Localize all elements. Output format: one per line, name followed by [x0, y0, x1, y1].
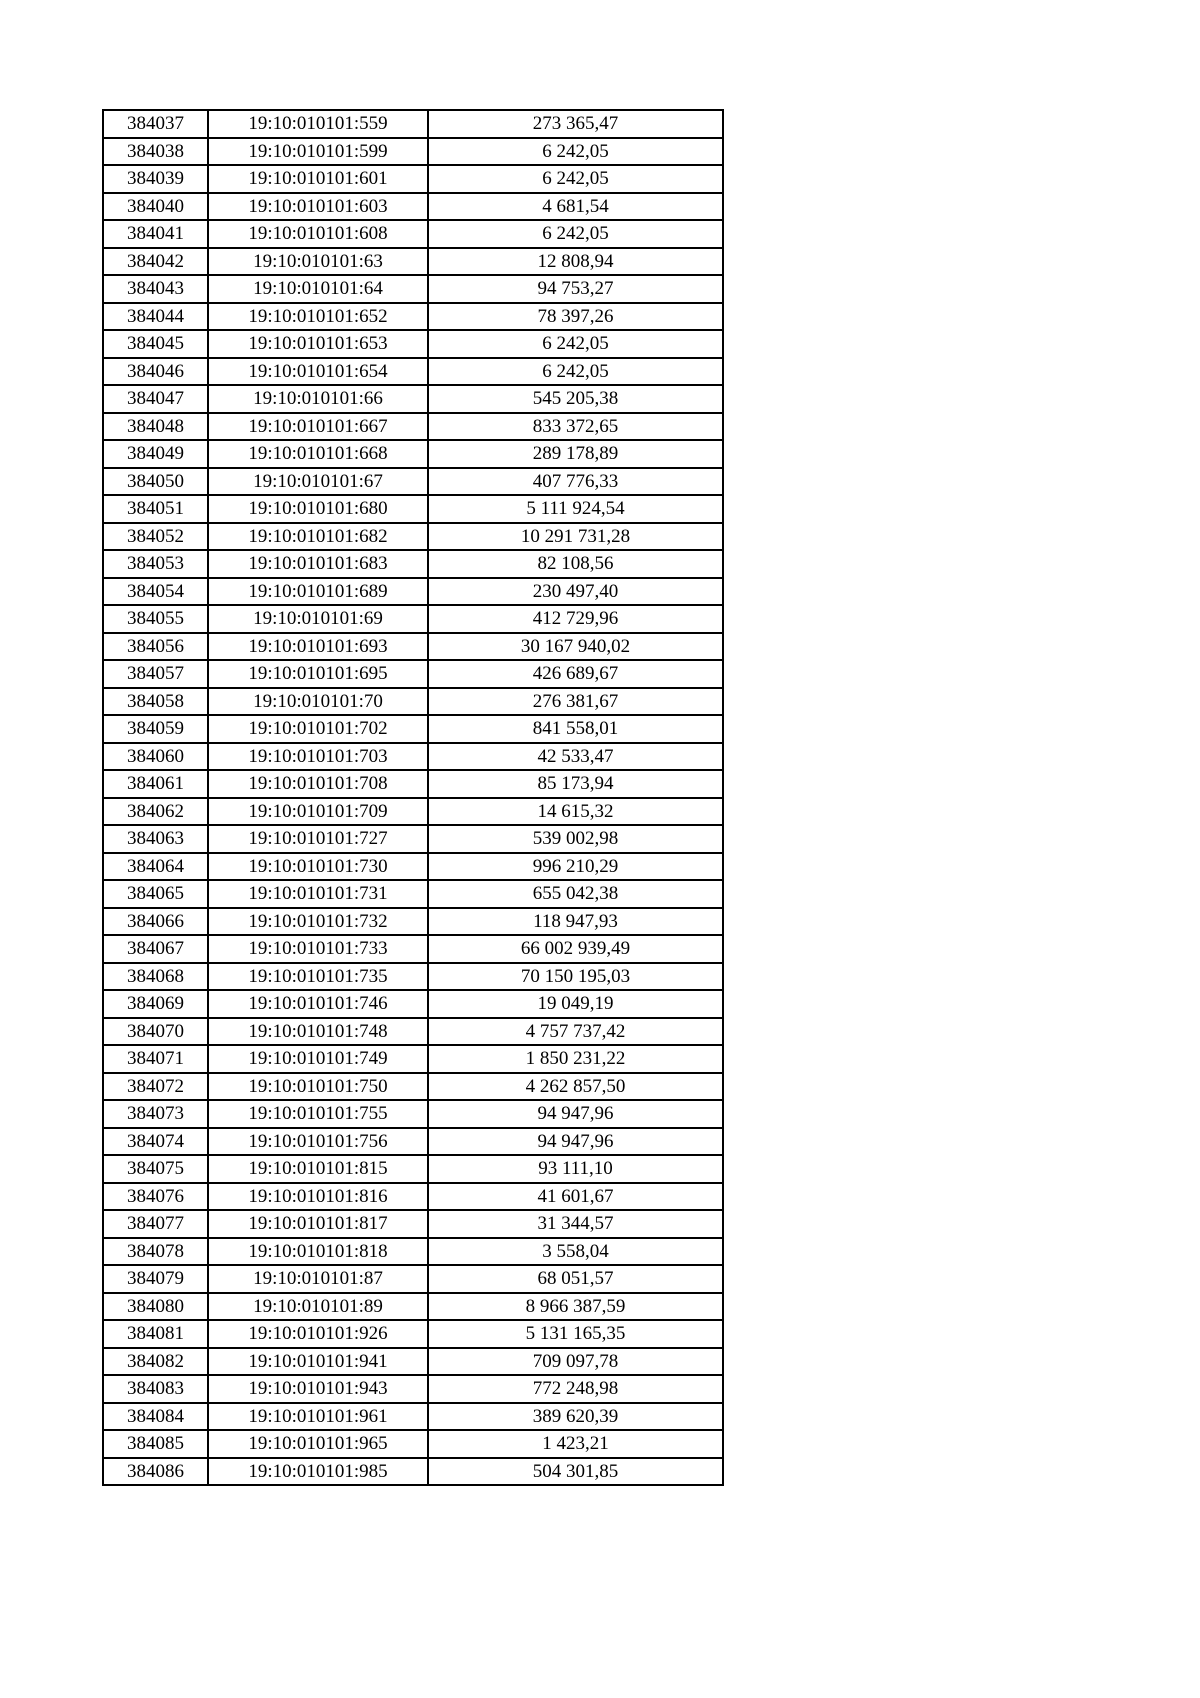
- cadastral-number-cell: 19:10:010101:695: [208, 660, 428, 688]
- cadastral-number-cell: 19:10:010101:708: [208, 770, 428, 798]
- row-number-cell: 384059: [103, 715, 208, 743]
- table-row: [103, 385, 723, 413]
- value-cell: 407 776,33: [428, 468, 723, 496]
- row-number-cell: 384086: [103, 1458, 208, 1486]
- row-number-cell: 384053: [103, 550, 208, 578]
- table-row: [103, 743, 723, 771]
- cadastral-number-cell: 19:10:010101:985: [208, 1458, 428, 1486]
- row-number-cell: 384047: [103, 385, 208, 413]
- table-row: [103, 550, 723, 578]
- row-number-cell: 384072: [103, 1073, 208, 1101]
- table-row: [103, 660, 723, 688]
- cadastral-number-cell: 19:10:010101:961: [208, 1403, 428, 1431]
- table-row: [103, 1238, 723, 1266]
- value-cell: 273 365,47: [428, 110, 723, 138]
- value-cell: 504 301,85: [428, 1458, 723, 1486]
- cadastral-number-cell: 19:10:010101:89: [208, 1293, 428, 1321]
- table-row: [103, 1210, 723, 1238]
- row-number-cell: 384061: [103, 770, 208, 798]
- cadastral-number-cell: 19:10:010101:667: [208, 413, 428, 441]
- cadastral-number-cell: 19:10:010101:608: [208, 220, 428, 248]
- row-number-cell: 384068: [103, 963, 208, 991]
- value-cell: 94 947,96: [428, 1128, 723, 1156]
- row-number-cell: 384049: [103, 440, 208, 468]
- value-cell: 289 178,89: [428, 440, 723, 468]
- row-number-cell: 384071: [103, 1045, 208, 1073]
- table-row: [103, 688, 723, 716]
- row-number-cell: 384077: [103, 1210, 208, 1238]
- table-row: [103, 110, 723, 138]
- table-row: [103, 1183, 723, 1211]
- value-cell: 12 808,94: [428, 248, 723, 276]
- row-number-cell: 384039: [103, 165, 208, 193]
- value-cell: 82 108,56: [428, 550, 723, 578]
- table-row: [103, 330, 723, 358]
- table-row: [103, 798, 723, 826]
- cadastral-number-cell: 19:10:010101:69: [208, 605, 428, 633]
- table-row: [103, 908, 723, 936]
- row-number-cell: 384063: [103, 825, 208, 853]
- value-cell: 94 947,96: [428, 1100, 723, 1128]
- row-number-cell: 384055: [103, 605, 208, 633]
- value-cell: 412 729,96: [428, 605, 723, 633]
- table-row: [103, 770, 723, 798]
- cadastral-number-cell: 19:10:010101:680: [208, 495, 428, 523]
- row-number-cell: 384075: [103, 1155, 208, 1183]
- value-cell: 41 601,67: [428, 1183, 723, 1211]
- value-cell: 10 291 731,28: [428, 523, 723, 551]
- row-number-cell: 384081: [103, 1320, 208, 1348]
- value-cell: 66 002 939,49: [428, 935, 723, 963]
- value-cell: 1 850 231,22: [428, 1045, 723, 1073]
- value-cell: 841 558,01: [428, 715, 723, 743]
- row-number-cell: 384066: [103, 908, 208, 936]
- table-row: [103, 275, 723, 303]
- value-cell: 118 947,93: [428, 908, 723, 936]
- value-cell: 545 205,38: [428, 385, 723, 413]
- cadastral-number-cell: 19:10:010101:816: [208, 1183, 428, 1211]
- table-row: [103, 468, 723, 496]
- table-row: [103, 1403, 723, 1431]
- table-row: [103, 1320, 723, 1348]
- table-row: [103, 248, 723, 276]
- table-row: [103, 303, 723, 331]
- value-cell: 276 381,67: [428, 688, 723, 716]
- row-number-cell: 384048: [103, 413, 208, 441]
- value-cell: 1 423,21: [428, 1430, 723, 1458]
- row-number-cell: 384070: [103, 1018, 208, 1046]
- cadastral-number-cell: 19:10:010101:668: [208, 440, 428, 468]
- cadastral-number-cell: 19:10:010101:733: [208, 935, 428, 963]
- value-cell: 539 002,98: [428, 825, 723, 853]
- cadastral-number-cell: 19:10:010101:750: [208, 1073, 428, 1101]
- value-cell: 14 615,32: [428, 798, 723, 826]
- cadastral-number-cell: 19:10:010101:654: [208, 358, 428, 386]
- value-cell: 426 689,67: [428, 660, 723, 688]
- value-cell: 772 248,98: [428, 1375, 723, 1403]
- cadastral-number-cell: 19:10:010101:559: [208, 110, 428, 138]
- table-row: [103, 1265, 723, 1293]
- value-cell: 4 681,54: [428, 193, 723, 221]
- value-cell: 5 111 924,54: [428, 495, 723, 523]
- value-cell: 6 242,05: [428, 220, 723, 248]
- row-number-cell: 384064: [103, 853, 208, 881]
- table-row: [103, 413, 723, 441]
- cadastral-number-cell: 19:10:010101:965: [208, 1430, 428, 1458]
- row-number-cell: 384085: [103, 1430, 208, 1458]
- row-number-cell: 384083: [103, 1375, 208, 1403]
- row-number-cell: 384058: [103, 688, 208, 716]
- value-cell: 655 042,38: [428, 880, 723, 908]
- table-row: [103, 935, 723, 963]
- row-number-cell: 384076: [103, 1183, 208, 1211]
- cadastral-number-cell: 19:10:010101:755: [208, 1100, 428, 1128]
- cadastral-number-cell: 19:10:010101:66: [208, 385, 428, 413]
- cadastral-number-cell: 19:10:010101:943: [208, 1375, 428, 1403]
- cadastral-number-cell: 19:10:010101:727: [208, 825, 428, 853]
- table-row: [103, 1073, 723, 1101]
- table-row: [103, 963, 723, 991]
- cadastral-number-cell: 19:10:010101:818: [208, 1238, 428, 1266]
- row-number-cell: 384060: [103, 743, 208, 771]
- cadastral-number-cell: 19:10:010101:67: [208, 468, 428, 496]
- cadastral-number-cell: 19:10:010101:652: [208, 303, 428, 331]
- value-cell: 4 262 857,50: [428, 1073, 723, 1101]
- cadastral-number-cell: 19:10:010101:70: [208, 688, 428, 716]
- value-cell: 389 620,39: [428, 1403, 723, 1431]
- table-row: [103, 633, 723, 661]
- table-body: [103, 110, 723, 1485]
- row-number-cell: 384078: [103, 1238, 208, 1266]
- row-number-cell: 384051: [103, 495, 208, 523]
- value-cell: 6 242,05: [428, 165, 723, 193]
- row-number-cell: 384043: [103, 275, 208, 303]
- table-row: [103, 1458, 723, 1486]
- row-number-cell: 384062: [103, 798, 208, 826]
- row-number-cell: 384052: [103, 523, 208, 551]
- cadastral-number-cell: 19:10:010101:735: [208, 963, 428, 991]
- table-row: [103, 605, 723, 633]
- table-row: [103, 1348, 723, 1376]
- table-row: [103, 578, 723, 606]
- row-number-cell: 384079: [103, 1265, 208, 1293]
- cadastral-number-cell: 19:10:010101:926: [208, 1320, 428, 1348]
- cadastral-number-cell: 19:10:010101:689: [208, 578, 428, 606]
- value-cell: 833 372,65: [428, 413, 723, 441]
- value-cell: 5 131 165,35: [428, 1320, 723, 1348]
- value-cell: 4 757 737,42: [428, 1018, 723, 1046]
- value-cell: 42 533,47: [428, 743, 723, 771]
- cadastral-number-cell: 19:10:010101:683: [208, 550, 428, 578]
- row-number-cell: 384038: [103, 138, 208, 166]
- cadastral-number-cell: 19:10:010101:748: [208, 1018, 428, 1046]
- value-cell: 85 173,94: [428, 770, 723, 798]
- table-row: [103, 990, 723, 1018]
- row-number-cell: 384074: [103, 1128, 208, 1156]
- row-number-cell: 384037: [103, 110, 208, 138]
- table-row: [103, 715, 723, 743]
- cadastral-number-cell: 19:10:010101:815: [208, 1155, 428, 1183]
- table-row: [103, 523, 723, 551]
- row-number-cell: 384084: [103, 1403, 208, 1431]
- cadastral-number-cell: 19:10:010101:601: [208, 165, 428, 193]
- table-row: [103, 1128, 723, 1156]
- table-row: [103, 880, 723, 908]
- table-row: [103, 1293, 723, 1321]
- row-number-cell: 384050: [103, 468, 208, 496]
- table-row: [103, 825, 723, 853]
- table-row: [103, 853, 723, 881]
- value-cell: 70 150 195,03: [428, 963, 723, 991]
- row-number-cell: 384082: [103, 1348, 208, 1376]
- cadastral-number-cell: 19:10:010101:653: [208, 330, 428, 358]
- cadastral-number-cell: 19:10:010101:817: [208, 1210, 428, 1238]
- value-cell: 31 344,57: [428, 1210, 723, 1238]
- table-row: [103, 495, 723, 523]
- cadastral-value-table: [102, 109, 724, 1486]
- table-row: [103, 358, 723, 386]
- row-number-cell: 384045: [103, 330, 208, 358]
- row-number-cell: 384056: [103, 633, 208, 661]
- row-number-cell: 384046: [103, 358, 208, 386]
- value-cell: 709 097,78: [428, 1348, 723, 1376]
- table-row: [103, 1018, 723, 1046]
- value-cell: 8 966 387,59: [428, 1293, 723, 1321]
- table-row: [103, 1430, 723, 1458]
- row-number-cell: 384080: [103, 1293, 208, 1321]
- cadastral-number-cell: 19:10:010101:693: [208, 633, 428, 661]
- cadastral-number-cell: 19:10:010101:64: [208, 275, 428, 303]
- cadastral-number-cell: 19:10:010101:709: [208, 798, 428, 826]
- row-number-cell: 384067: [103, 935, 208, 963]
- cadastral-number-cell: 19:10:010101:599: [208, 138, 428, 166]
- table-row: [103, 1375, 723, 1403]
- row-number-cell: 384054: [103, 578, 208, 606]
- value-cell: 230 497,40: [428, 578, 723, 606]
- value-cell: 6 242,05: [428, 330, 723, 358]
- row-number-cell: 384041: [103, 220, 208, 248]
- cadastral-number-cell: 19:10:010101:941: [208, 1348, 428, 1376]
- cadastral-number-cell: 19:10:010101:746: [208, 990, 428, 1018]
- cadastral-number-cell: 19:10:010101:702: [208, 715, 428, 743]
- cadastral-number-cell: 19:10:010101:603: [208, 193, 428, 221]
- value-cell: 93 111,10: [428, 1155, 723, 1183]
- value-cell: 19 049,19: [428, 990, 723, 1018]
- value-cell: 3 558,04: [428, 1238, 723, 1266]
- value-cell: 6 242,05: [428, 358, 723, 386]
- cadastral-number-cell: 19:10:010101:703: [208, 743, 428, 771]
- value-cell: 94 753,27: [428, 275, 723, 303]
- table-row: [103, 220, 723, 248]
- row-number-cell: 384069: [103, 990, 208, 1018]
- row-number-cell: 384044: [103, 303, 208, 331]
- table-row: [103, 193, 723, 221]
- table-row: [103, 1045, 723, 1073]
- value-cell: 996 210,29: [428, 853, 723, 881]
- cadastral-number-cell: 19:10:010101:63: [208, 248, 428, 276]
- cadastral-number-cell: 19:10:010101:756: [208, 1128, 428, 1156]
- table-row: [103, 1100, 723, 1128]
- value-cell: 30 167 940,02: [428, 633, 723, 661]
- cadastral-number-cell: 19:10:010101:749: [208, 1045, 428, 1073]
- row-number-cell: 384042: [103, 248, 208, 276]
- row-number-cell: 384065: [103, 880, 208, 908]
- cadastral-number-cell: 19:10:010101:731: [208, 880, 428, 908]
- row-number-cell: 384073: [103, 1100, 208, 1128]
- table-row: [103, 165, 723, 193]
- cadastral-number-cell: 19:10:010101:730: [208, 853, 428, 881]
- cadastral-number-cell: 19:10:010101:682: [208, 523, 428, 551]
- table-row: [103, 1155, 723, 1183]
- table-row: [103, 440, 723, 468]
- cadastral-number-cell: 19:10:010101:87: [208, 1265, 428, 1293]
- row-number-cell: 384057: [103, 660, 208, 688]
- row-number-cell: 384040: [103, 193, 208, 221]
- cadastral-number-cell: 19:10:010101:732: [208, 908, 428, 936]
- value-cell: 78 397,26: [428, 303, 723, 331]
- value-cell: 68 051,57: [428, 1265, 723, 1293]
- table-row: [103, 138, 723, 166]
- value-cell: 6 242,05: [428, 138, 723, 166]
